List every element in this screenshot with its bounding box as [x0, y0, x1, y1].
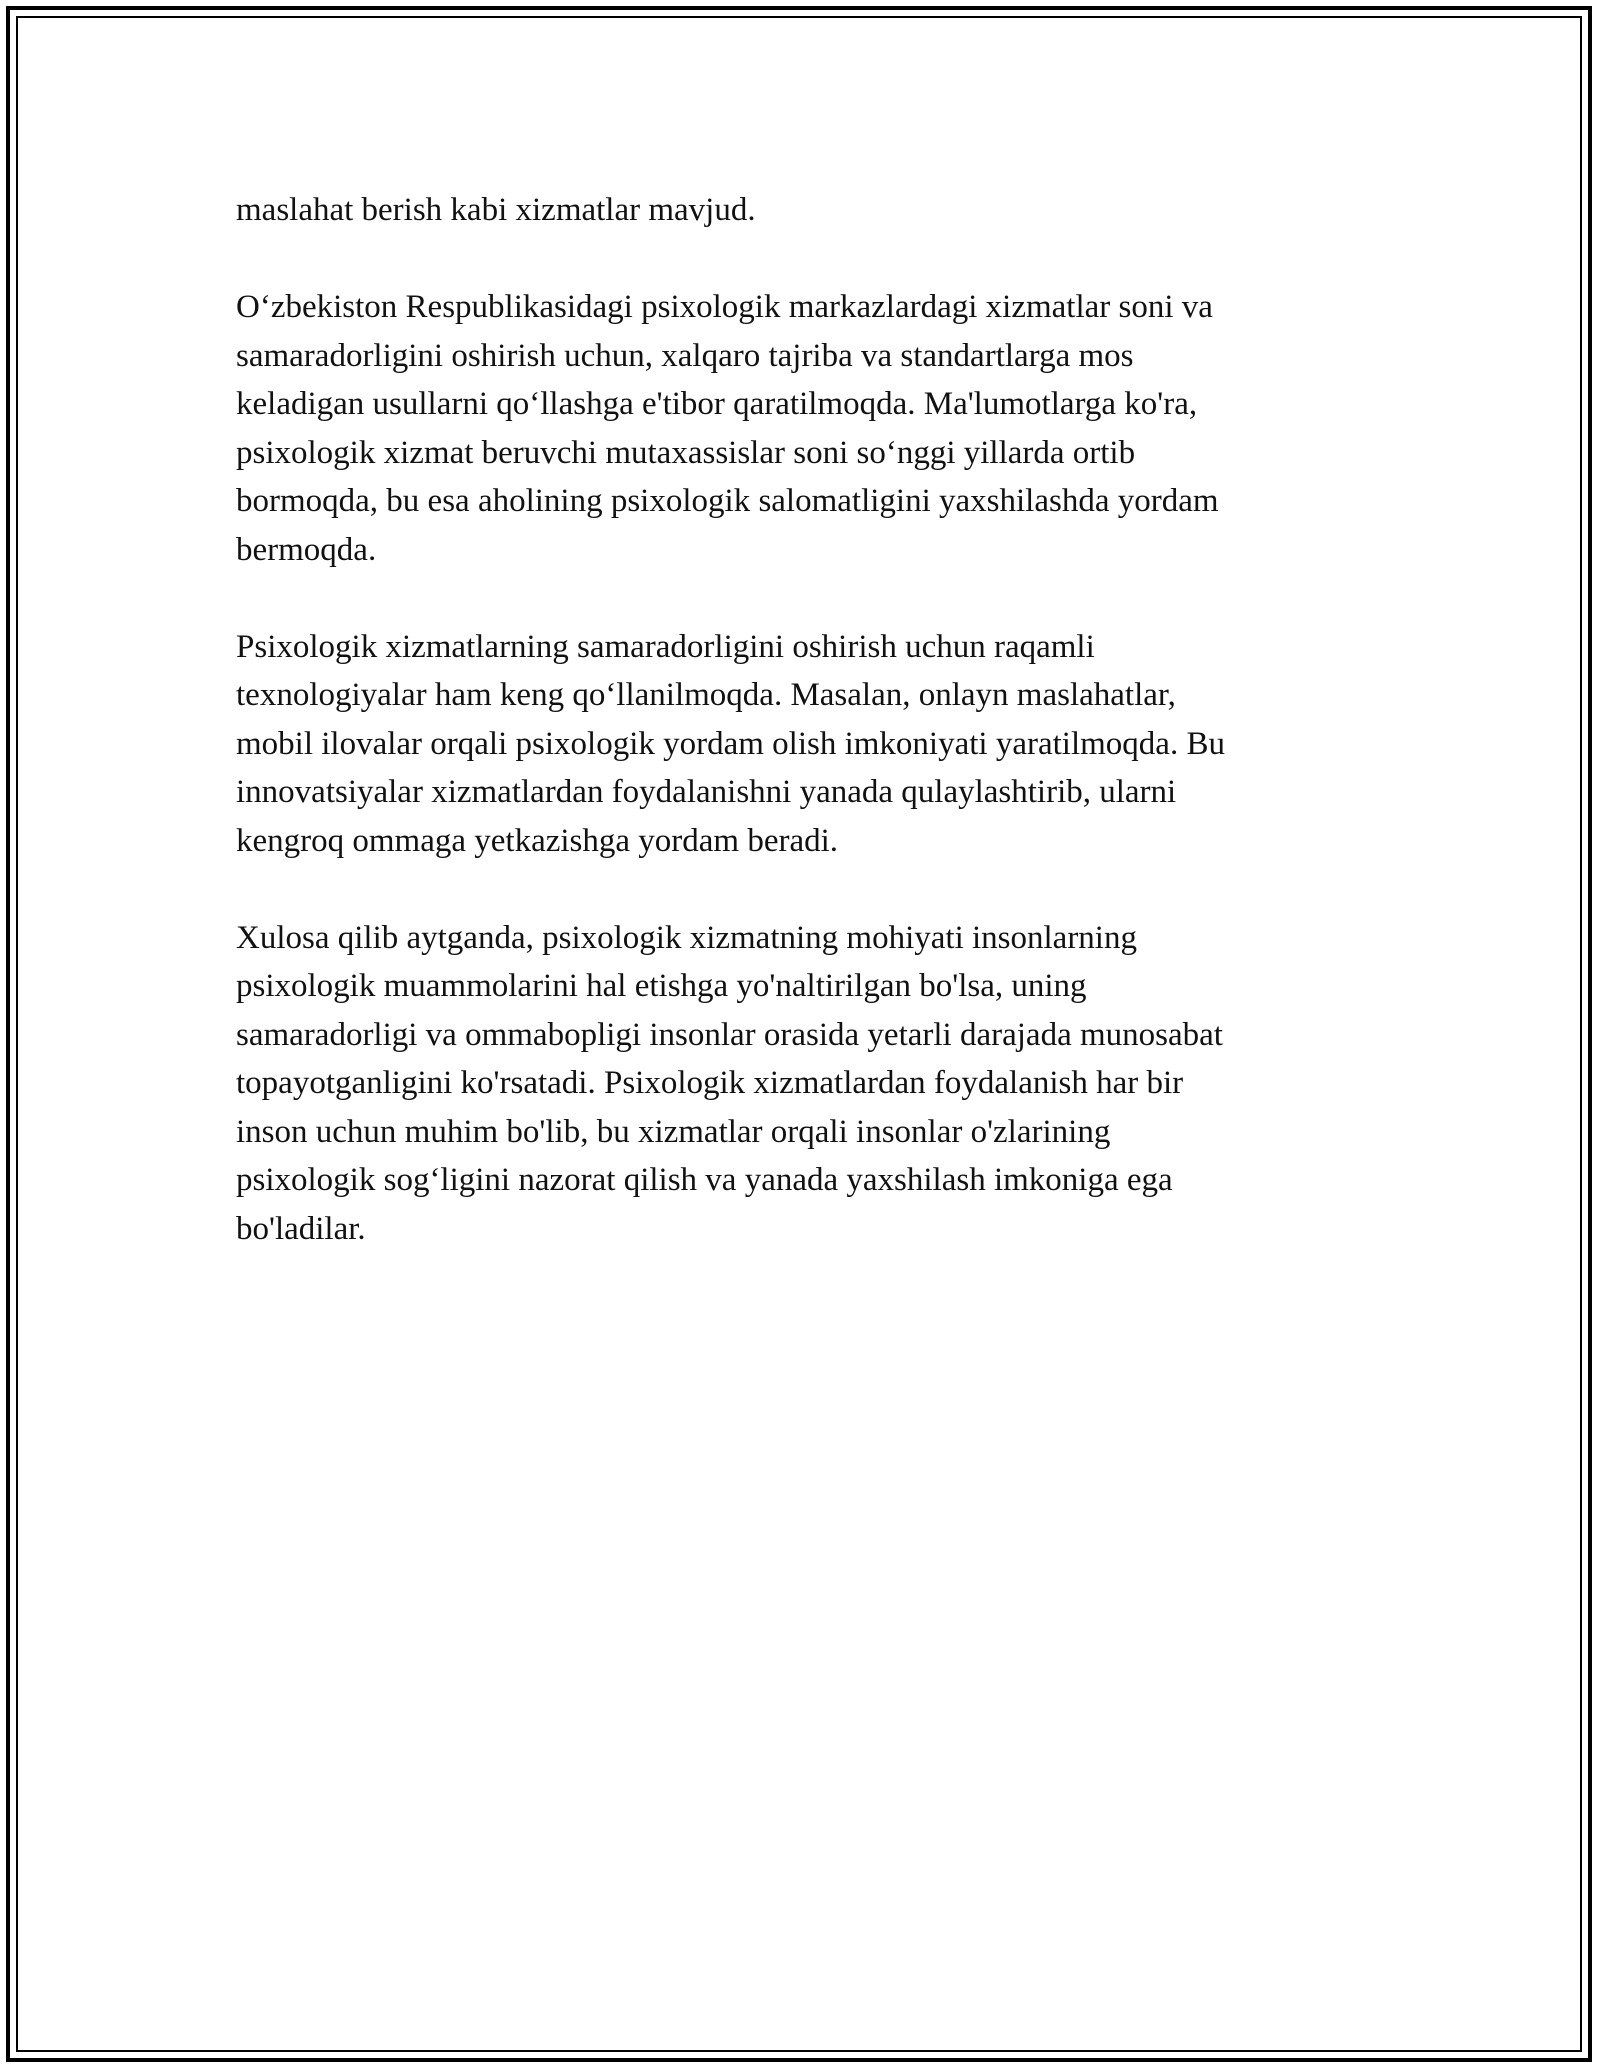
- text-line: Psixologik xizmatlarning samaradorligini oshirish uchun raqamli: [236, 628, 1095, 665]
- text-line: bermoqda.: [236, 531, 377, 568]
- document-body: [236, 186, 1356, 1302]
- text-line: innovatsiyalar xizmatlardan foydalanishni yanada qulaylashtirib, ularni: [236, 774, 1177, 810]
- text-line: texnologiyalar ham keng qo‘llanilmoqda. Masalan, onlayn maslahatlar,: [236, 677, 1176, 713]
- text-line: psixologik sog‘ligini nazorat qilish va yanada yaxshilash imkoniga ega: [236, 1162, 1173, 1198]
- text-line: kengroq ommaga yetkazishga yordam beradi.: [236, 822, 839, 859]
- paragraph-1: [236, 186, 1356, 235]
- paragraph-2: [236, 283, 1356, 574]
- paragraph-3: [236, 623, 1356, 866]
- text-line: O‘zbekiston Respublikasidagi psixologik markazlardagi xizmatlar soni va: [236, 289, 1213, 325]
- text-line: psixologik xizmat beruvchi mutaxassislar soni so‘nggi yillarda ortib: [236, 434, 1136, 471]
- text-line: psixologik muammolarini hal etishga yo'naltirilgan bo'lsa, uning: [236, 968, 1087, 1004]
- text-line: topayotganligini ko'rsatadi. Psixologik xizmatlardan foydalanish har bir: [236, 1065, 1184, 1101]
- text-line: bormoqda, bu esa aholining psixologik salomatligini yaxshilashda yordam: [236, 483, 1219, 519]
- text-line: mobil ilovalar orqali psixologik yordam olish imkoniyati yaratilmoqda. Bu: [236, 725, 1225, 762]
- text-line: Xulosa qilib aytganda, psixologik xizmatning mohiyati insonlarning: [236, 919, 1137, 956]
- text-line: bo'ladilar.: [236, 1210, 366, 1247]
- text-line: inson uchun muhim bo'lib, bu xizmatlar orqali insonlar o'zlarining: [236, 1113, 1111, 1150]
- text-line: samaradorligini oshirish uchun, xalqaro tajriba va standartlarga mos: [236, 337, 1134, 374]
- text-line: samaradorligi va ommabopligi insonlar orasida yetarli darajada munosabat: [236, 1016, 1223, 1053]
- text-line: keladigan usullarni qo‘llashga e'tibor qaratilmoqda. Ma'lumotlarga ko'ra,: [236, 386, 1198, 422]
- text-line: maslahat berish kabi xizmatlar mavjud.: [236, 192, 756, 228]
- paragraph-4: [236, 914, 1356, 1254]
